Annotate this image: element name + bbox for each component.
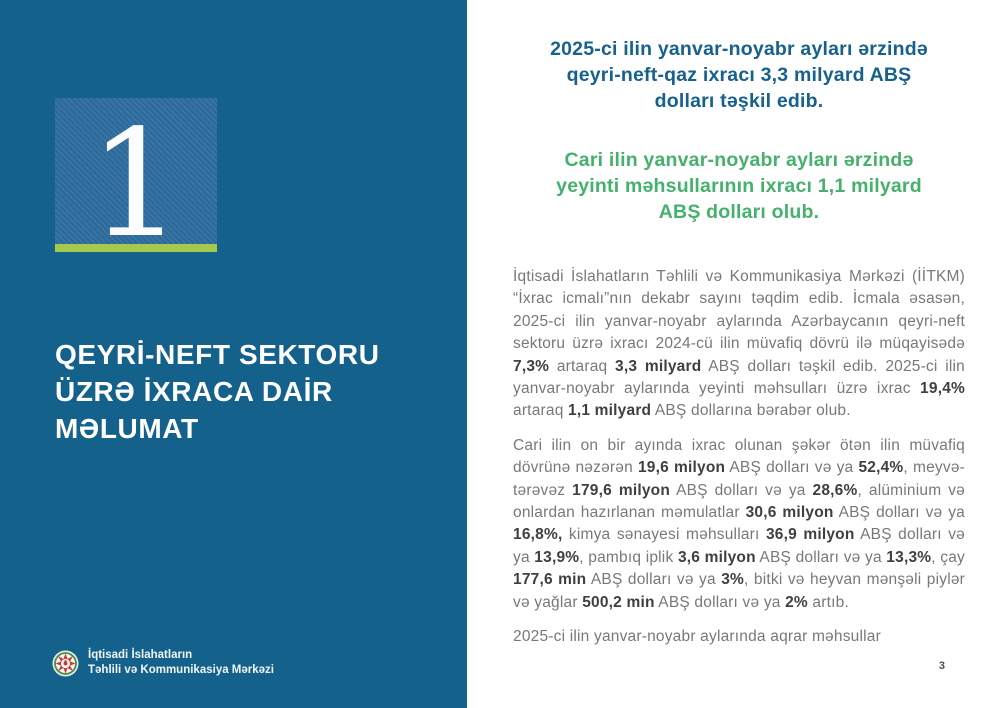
headline-secondary-line-1: Cari ilin yanvar-noyabr ayları ərzində [564,149,914,171]
azerbaijan-emblem-icon [52,650,79,677]
headline-secondary-line-2: yeyinti məhsullarının ixracı 1,1 milyard [556,175,922,197]
headline-primary-line-3: dolları təşkil edib. [654,90,824,112]
body-paragraph-2: Cari ilin on bir ayında ixrac olunan şəkər ötən ilin müvafiq dövrünə nəzərən 19,6 milyon ABŞ dolları və ya 52,4%, meyvə-tərəvəz 179,6 milyon ABŞ dolları və ya 28,6%, alüminium və onlardan hazırlanan məmulatlar 30,6 milyon ABŞ dolları və ya 16,8%, kimya sənayesi məhsulları 36,9 milyon ABŞ dolları və ya 13,9%, pambıq iplik 3,6 milyon ABŞ dolları və ya 13,3%, çay 177,6 min ABŞ dolları və ya 3%, bitki və heyvan mənşəli piylər və yağlar 500,2 min ABŞ dolları və ya 2% artıb. [513,436,966,611]
content-panel [467,0,1000,708]
headline-primary-line-2: qeyri-neft-qaz ixracı 3,3 milyard ABŞ [566,64,912,86]
section-title-line-2: ÜZRƏ İXRACA DAİR [55,376,333,407]
chapter-number-box [55,97,217,270]
body-paragraph-3: 2025-ci ilin yanvar-noyabr aylarında aqrar məhsullar [513,628,881,646]
headline-primary [513,36,965,114]
headline-secondary [513,147,965,225]
section-title-line-3: MƏLUMAT [55,413,199,444]
org-name-line-2: Təhlili və Kommunikasiya Mərkəzi [88,664,274,676]
cover-panel [0,0,467,708]
chapter-number: 1 [88,97,184,270]
section-title [55,336,435,447]
org-logo [52,648,274,678]
org-name-line-1: İqtisadi İslahatların [88,649,193,661]
org-logo-text [88,648,274,678]
section-title-line-1: QEYRİ-NEFT SEKTORU [55,339,380,370]
headline-secondary-line-3: ABŞ dolları olub. [658,201,820,223]
body-paragraphs [513,266,965,649]
body-paragraph-1: İqtisadi İslahatların Təhlili və Kommunikasiya Mərkəzi (İİTKM) “İxrac icmalı”nın dekabr sayını təqdim edib. İcmala əsasən, 2025-ci ilin yanvar-noyabr aylarında Azərbaycanın qeyri-neft sektoru üzrə ixracı 2024-cü ilin müvafiq dövrü ilə müqayisədə 7,3% artaraq 3,3 milyard ABŞ dolları təşkil edib. 2025-ci ilin yanvar-noyabr aylarında yeyinti məhsulları üzrə ixrac 19,4% artaraq 1,1 milyard ABŞ dollarına bərabər olub. [513,268,965,420]
headline-primary-line-1: 2025-ci ilin yanvar-noyabr ayları ərzində [550,38,928,60]
page-number: 3 [938,660,945,672]
